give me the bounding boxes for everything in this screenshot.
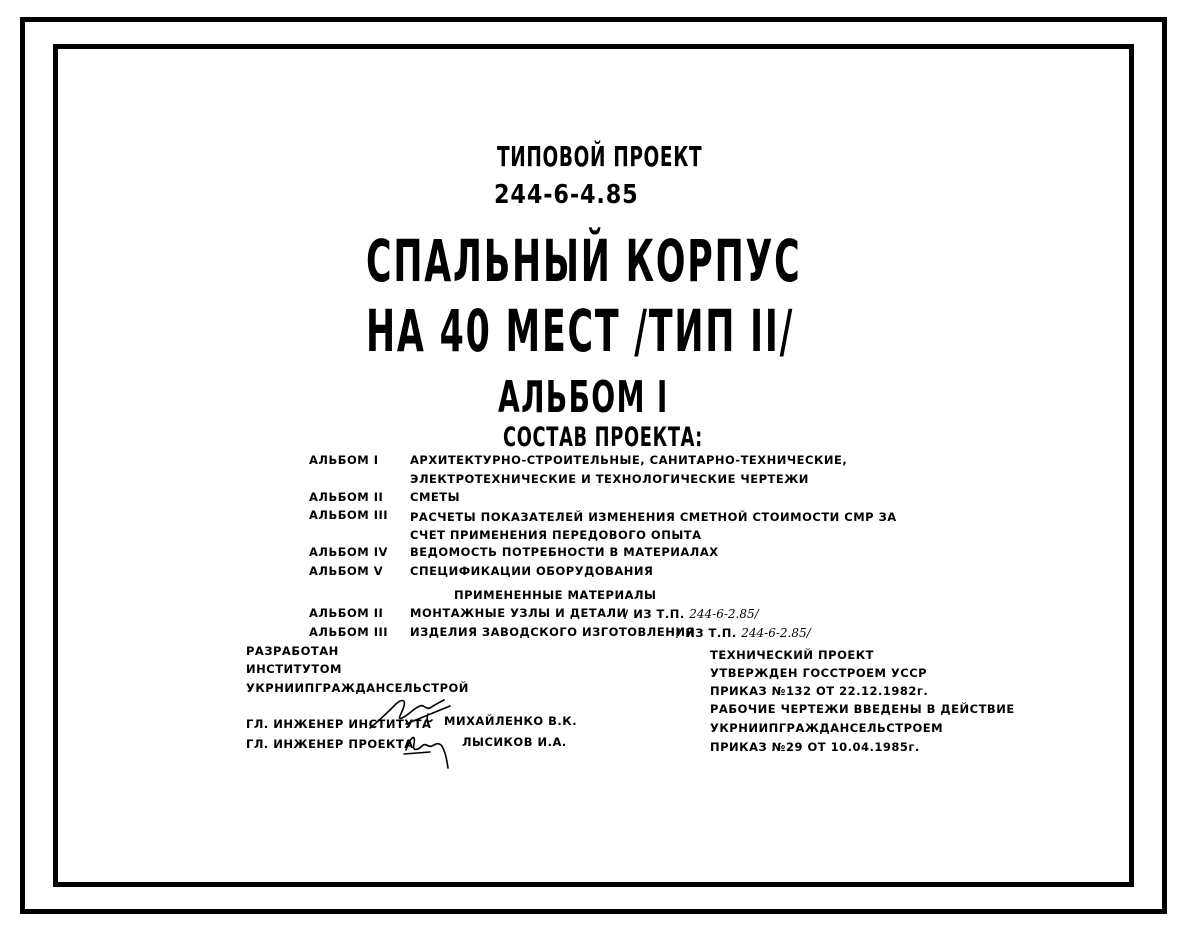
chief-engineer-institute-label: ГЛ. ИНЖЕНЕР ИНСТИТУТА — [246, 717, 432, 731]
approval-order-date: 22.12.1982г. — [839, 684, 929, 698]
composition-album-4-line1: ВЕДОМОСТЬ ПОТРЕБНОСТИ В МАТЕРИАЛАХ — [410, 545, 719, 559]
composition-album-4: АЛЬБОМ IV — [309, 545, 388, 559]
project-title-line2: НА 40 МЕСТ /ТИП II/ — [366, 297, 795, 365]
applied-album-3-text: ИЗДЕЛИЯ ЗАВОДСКОГО ИЗГОТОВЛЕНИЯ — [410, 625, 695, 639]
chief-engineer-project-name: ЛЫСИКОВ И.А. — [462, 735, 567, 749]
composition-album-1-line2: ЭЛЕКТРОТЕХНИЧЕСКИЕ И ТЕХНОЛОГИЧЕСКИЕ ЧЕРТЕЖИ — [410, 472, 809, 486]
project-series: ТИПОВОЙ ПРОЕКТ — [497, 140, 703, 173]
applied-album-3-ref — [676, 627, 811, 640]
applied-materials-heading: ПРИМЕНЕННЫЕ МАТЕРИАЛЫ — [454, 588, 657, 602]
approval-line2: УТВЕРЖДЕН ГОССТРОЕМ УССР — [710, 666, 928, 680]
applied-album-3: АЛЬБОМ III — [309, 625, 389, 639]
composition-album-3: АЛЬБОМ III — [309, 508, 389, 522]
developer-line1: РАЗРАБОТАН — [246, 644, 339, 658]
composition-album-5: АЛЬБОМ V — [309, 564, 384, 578]
approval-line3 — [710, 686, 928, 698]
project-title-line1: СПАЛЬНЫЙ КОРПУС — [366, 227, 802, 295]
applied-album-3-ref-handwritten: 244-6-2.85/ — [741, 626, 811, 640]
applied-album-3-ref-prefix: / ИЗ Т.П. — [676, 626, 737, 640]
composition-album-2-line1: СМЕТЫ — [410, 490, 460, 504]
applied-album-2-ref-prefix: / ИЗ Т.П. — [624, 607, 685, 621]
composition-album-5-line1: СПЕЦИФИКАЦИИ ОБОРУДОВАНИЯ — [410, 564, 654, 578]
applied-album-2-text: МОНТАЖНЫЕ УЗЛЫ И ДЕТАЛИ — [410, 606, 627, 620]
project-number: 244-6-4.85 — [494, 180, 639, 210]
approval-order-prefix: ПРИКАЗ №132 ОТ — [710, 684, 835, 698]
album-title: АЛЬБОМ I — [498, 372, 669, 423]
approval-line6: ПРИКАЗ №29 ОТ 10.04.1985г. — [710, 740, 920, 754]
approval-line1: ТЕХНИЧЕСКИЙ ПРОЕКТ — [710, 648, 874, 662]
composition-album-3-line1: РАСЧЕТЫ ПОКАЗАТЕЛЕЙ ИЗМЕНЕНИЯ СМЕТНОЙ СТОИМОСТИ СМР ЗА — [410, 510, 897, 524]
applied-album-2: АЛЬБОМ II — [309, 606, 384, 620]
composition-heading: СОСТАВ ПРОЕКТА: — [503, 422, 703, 453]
developer-line2: ИНСТИТУТОМ — [246, 662, 342, 676]
developer-line3: УКРНИИПГРАЖДАНСЕЛЬСТРОЙ — [246, 681, 469, 695]
applied-album-2-ref — [624, 608, 759, 621]
applied-album-2-ref-handwritten: 244-6-2.85/ — [689, 607, 759, 621]
chief-engineer-institute-name: МИХАЙЛЕНКО В.К. — [444, 714, 578, 728]
approval-line5: УКРНИИПГРАЖДАНСЕЛЬСТРОЕМ — [710, 721, 944, 735]
composition-album-1: АЛЬБОМ I — [309, 453, 379, 467]
composition-album-1-line1: АРХИТЕКТУРНО-СТРОИТЕЛЬНЫЕ, САНИТАРНО-ТЕХНИЧЕСКИЕ, — [410, 453, 848, 467]
approval-line4: РАБОЧИЕ ЧЕРТЕЖИ ВВЕДЕНЫ В ДЕЙСТВИЕ — [710, 702, 1015, 716]
composition-album-3-line2: СЧЕТ ПРИМЕНЕНИЯ ПЕРЕДОВОГО ОПЫТА — [410, 528, 702, 542]
composition-album-2: АЛЬБОМ II — [309, 490, 384, 504]
chief-engineer-project-label: ГЛ. ИНЖЕНЕР ПРОЕКТА — [246, 737, 414, 751]
signature-project-engineer — [400, 728, 460, 770]
